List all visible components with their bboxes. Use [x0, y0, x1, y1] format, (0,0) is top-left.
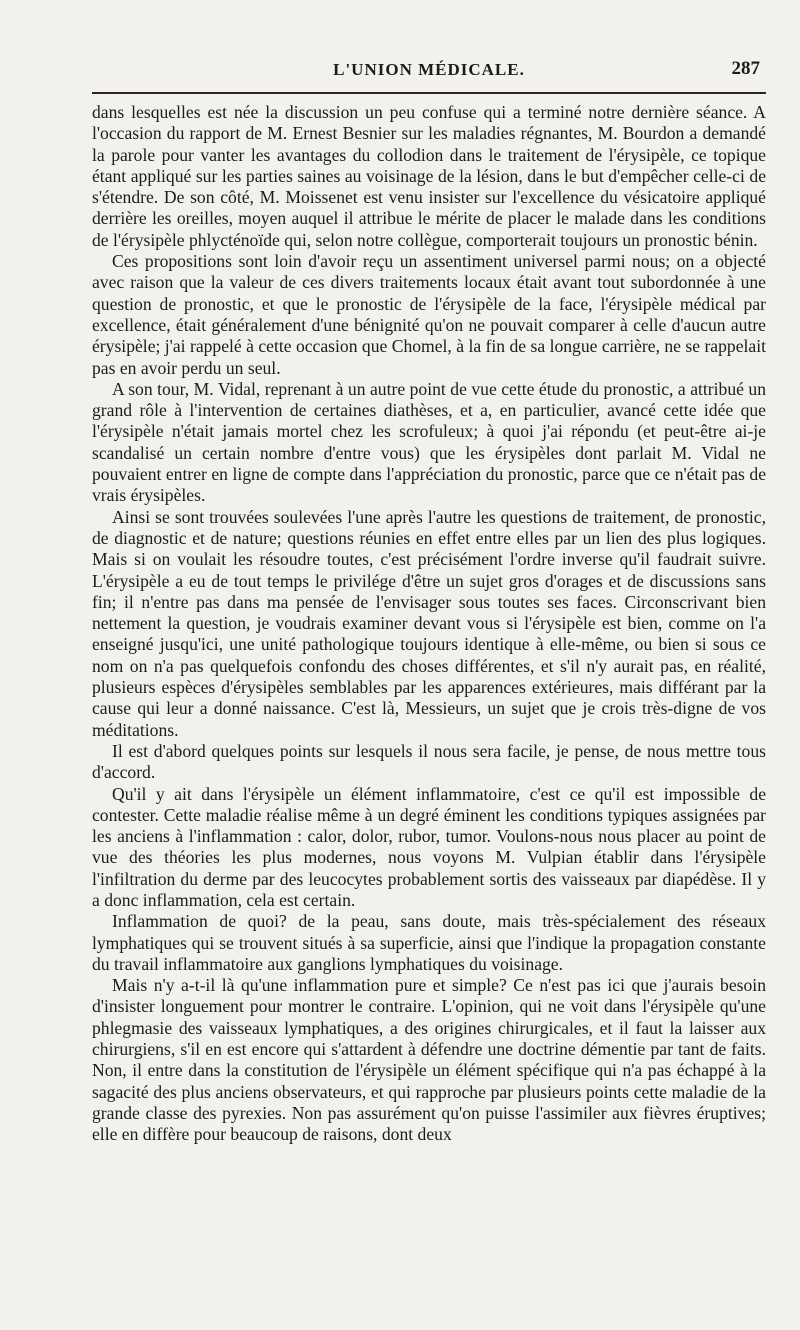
- paragraph: Inflammation de quoi? de la peau, sans doute, mais très-spécialement des réseaux lymphatiques qui se trouvent situés à sa superficie, ainsi que l'indique la propagation constante du travail inflammatoire aux ganglions lymphatiques du voisinage.: [92, 911, 766, 974]
- running-head: [92, 52, 766, 80]
- paragraph: Mais n'y a-t-il là qu'une inflammation pure et simple? Ce n'est pas ici que j'aurais besoin d'insister longuement pour montrer le contraire. L'opinion, qui ne voit dans l'érysipèle qu'une phlegmasie des vaisseaux lymphatiques, a des origines chirurgicales, et il faut la laisser aux chirurgiens, s'il en est encore qui s'attardent à défendre une doctrine démentie par tant de faits. Non, il entre dans la constitution de l'érysipèle un élément spécifique qui n'a pas échappé à la sagacité des plus anciens observateurs, et qui rapproche par plusieurs points cette maladie de la grande classe des pyrexies. Non pas assurément qu'on puisse l'assimiler aux fièvres éruptives; elle en diffère pour beaucoup de raisons, dont deux: [92, 975, 766, 1145]
- page-number: 287: [731, 58, 760, 79]
- article-body: [92, 102, 766, 1146]
- paragraph: Ainsi se sont trouvées soulevées l'une après l'autre les questions de traitement, de pronostic, de diagnostic et de nature; questions réunies en effet entre elles par un lien des plus logiques. Mais si on voulait les résoudre toutes, c'est précisément l'ordre inverse qu'il faudrait suivre. L'érysipèle a eu de tout temps le privilége d'être un sujet gros d'orages et de discussions sans fin; il n'entre pas dans ma pensée de l'envisager sous toutes ses faces. Circonscrivant bien nettement la question, je voudrais examiner devant vous si l'érysipèle est bien, comme on l'a enseigné jusqu'ici, une unité pathologique toujours identique à elle-même, ou bien si sous ce nom on n'a pas quelquefois confondu des choses différentes, et s'il n'y aurait pas, en réalité, plusieurs espèces d'érysipèles semblables par les apparences extérieures, mais différant par la cause qui leur a donné naissance. C'est là, Messieurs, un sujet que je crois très-digne de vos méditations.: [92, 506, 766, 740]
- paragraph: Ces propositions sont loin d'avoir reçu un assentiment universel parmi nous; on a objecté avec raison que la valeur de ces divers traitements locaux était avant tout subordonnée à une question de pronostic, et que le pronostic de l'érysipèle de la face, l'érysipèle médical par excellence, était généralement d'une bénignité qu'on ne pouvait comparer à celle d'aucun autre érysipèle; j'ai rappelé à cette occasion que Chomel, à la fin de sa longue carrière, ne se rappelait pas en avoir perdu un seul.: [92, 251, 766, 378]
- paragraph: A son tour, M. Vidal, reprenant à un autre point de vue cette étude du pronostic, a attribué un grand rôle à l'intervention de certaines diathèses, et a, en particulier, avancé cette idée que l'érysipèle n'était jamais mortel chez les scrofuleux; à quoi j'ai répondu (et peut-être ai-je scandalisé un certain nombre d'entre vous) que les érysipèles dont parlait M. Vidal ne pouvaient entrer en ligne de compte dans l'appréciation du pronostic, parce que ce n'était pas de vrais érysipèles.: [92, 378, 766, 506]
- paragraph: dans lesquelles est née la discussion un peu confuse qui a terminé notre dernière séance. A l'occasion du rapport de M. Ernest Besnier sur les maladies régnantes, M. Bourdon a demandé la parole pour vanter les avantages du collodion dans le traitement de l'érysipèle, ce topique étant appliqué sur les parties saines au voisinage de la lésion, dans le but d'empêcher celle-ci de s'étendre. De son côté, M. Moissenet est venu insister sur l'excellence du vésicatoire appliqué derrière les oreilles, moyen auquel il attribue le mérite de placer le malade dans les conditions de l'érysipèle phlycténoïde qui, selon notre collègue, comporterait toujours un pronostic bénin.: [92, 102, 766, 250]
- paragraph: Il est d'abord quelques points sur lesquels il nous sera facile, je pense, de nous mettre tous d'accord.: [92, 740, 766, 783]
- header-rule: [92, 92, 766, 94]
- paragraph: Qu'il y ait dans l'érysipèle un élément inflammatoire, c'est ce qu'il est impossible de contester. Cette maladie réalise même à un degré éminent les conditions typiques assignées par les anciens à l'inflammation : calor, dolor, rubor, tumor. Voulons-nous nous placer au point de vue des théories les plus modernes, nous voyons M. Vulpian établir dans l'érysipèle l'infiltration du derme par des leucocytes probablement sortis des vaisseaux par diapédèse. Il y a donc inflammation, cela est certain.: [92, 783, 766, 910]
- journal-title: L'UNION MÉDICALE.: [333, 60, 525, 79]
